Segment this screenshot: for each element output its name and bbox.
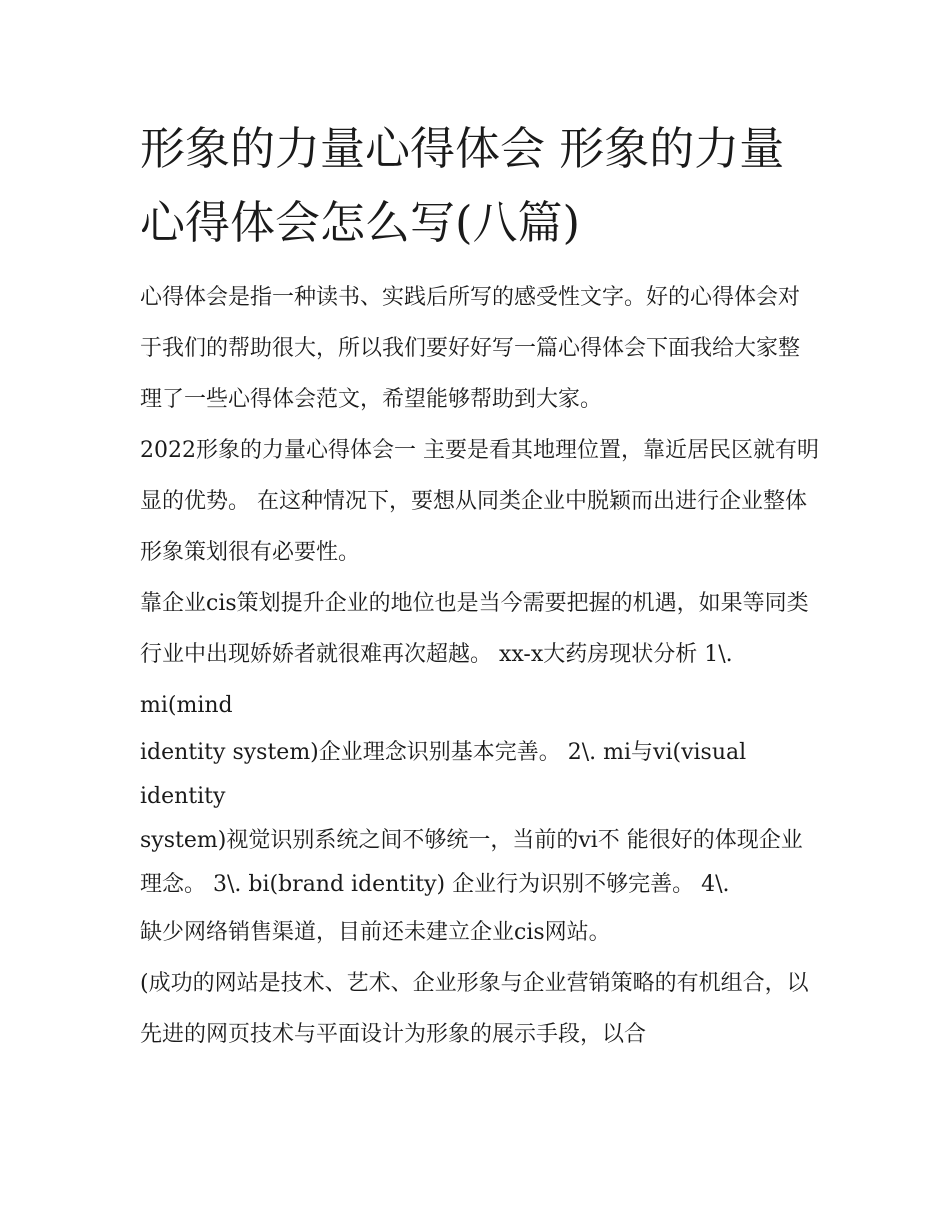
paragraph-vi-bi: system)视觉识别系统之间不够统一，当前的vi不 能很好的体现企业理念。 3\. bi(brand identity) 企业行为识别不够完善。 4\. bbox=[140, 828, 803, 897]
paragraph-mi: identity system)企业理念识别基本完善。 2\. mi与vi(visual identity bbox=[140, 740, 747, 809]
paragraph-cis-opportunity: 靠企业cis策划提升企业的地位也是当今需要把握的机遇，如果等同类行业中出现娇娇者就很难再次超越。 xx-x大药房现状分析 1\. mi(mind bbox=[140, 591, 809, 718]
document-page bbox=[140, 112, 820, 1060]
paragraph-website: (成功的网站是技术、艺术、企业形象与企业营销策略的有机组合，以先进的网页技术与平面设计为形象的展示手段，以合 bbox=[140, 971, 809, 1047]
paragraph-intro: 心得体会是指一种读书、实践后所写的感受性文字。好的心得体会对于我们的帮助很大，所以我们要好好写一篇心得体会下面我给大家整理了一些心得体会范文，希望能够帮助到大家。 bbox=[140, 285, 801, 412]
paragraph-online-channel: 缺少网络销售渠道，目前还未建立企业cis网站。 bbox=[140, 920, 611, 945]
document-title: 形象的力量心得体会 形象的力量心得体会怎么写(八篇) bbox=[140, 122, 785, 249]
paragraph-location: 2022形象的力量心得体会一 主要是看其地理位置，靠近居民区就有明显的优势。 在这种情况下，要想从同类企业中脱颖而出进行企业整体形象策划很有必要性。 bbox=[140, 438, 819, 565]
